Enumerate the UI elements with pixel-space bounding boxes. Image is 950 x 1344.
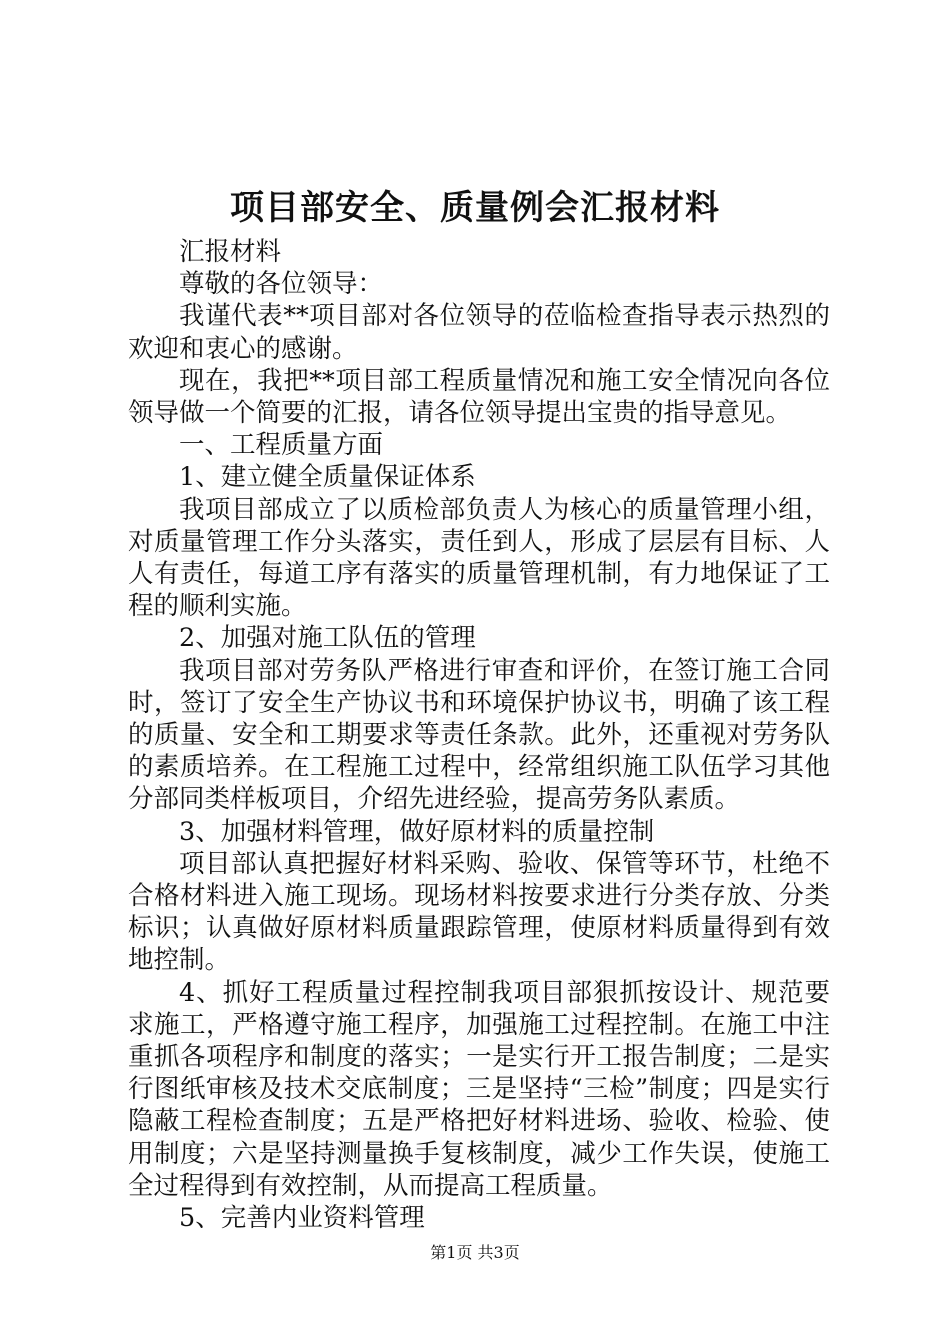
subheading-3: 3、加强材料管理，做好原材料的质量控制 <box>179 816 655 847</box>
subheading-1: 1、建立健全质量保证体系 <box>179 462 476 493</box>
document-body <box>128 236 830 1234</box>
paragraph-intro: 现在，我把**项目部工程质量情况和施工安全情况向各位领导做一个简要的汇报，请各位领导提出宝贵的指导意见。 <box>128 365 830 429</box>
paragraph-3: 项目部认真把握好材料采购、验收、保管等环节，杜绝不合格材料进入施工现场。现场材料按要求进行分类存放、分类标识；认真做好原材料质量跟踪管理，使原材料质量得到有效地控制。 <box>128 848 830 976</box>
paragraph-heading-label: 汇报材料 <box>179 237 282 267</box>
subheading-2: 2、加强对施工队伍的管理 <box>179 623 476 654</box>
page-footer: 第1页 共3页 <box>430 1243 520 1262</box>
subheading-5: 5、完善内业资料管理 <box>179 1203 425 1234</box>
document-title: 项目部安全、质量例会汇报材料 <box>230 188 720 228</box>
paragraph-2: 我项目部对劳务队严格进行审查和评价，在签订施工合同时，签订了安全生产协议书和环境保护协议书，明确了该工程的质量、安全和工期要求等责任条款。此外，还重视对劳务队的素质培养。在工程施工过程中，经常组织施工队伍学习其他分部同类样板项目，介绍先进经验，提高劳务队素质。 <box>128 655 830 815</box>
paragraph-1: 我项目部成立了以质检部负责人为核心的质量管理小组，对质量管理工作分头落实，责任到人，形成了层层有目标、人人有责任，每道工序有落实的质量管理机制，有力地保证了工程的顺利实施。 <box>128 494 830 622</box>
paragraph-salutation: 尊敬的各位领导： <box>179 269 384 300</box>
paragraph-4: 4、抓好工程质量过程控制我项目部狠抓按设计、规范要求施工，严格遵守施工程序，加强施工过程控制。在施工中注重抓各项程序和制度的落实；一是实行开工报告制度；二是实行图纸审核及技术交底制度；三是坚持“三检”制度；四是实行隐蔽工程检查制度；五是严格把好材料进场、验收、检验、使用制度；六是坚持测量换手复核制度，减少工作失误，使施工全过程得到有效控制，从而提高工程质量。 <box>128 977 830 1201</box>
section-heading-quality: 一、工程质量方面 <box>179 430 384 461</box>
paragraph-welcome: 我谨代表**项目部对各位领导的莅临检查指导表示热烈的欢迎和衷心的感谢。 <box>128 301 830 364</box>
